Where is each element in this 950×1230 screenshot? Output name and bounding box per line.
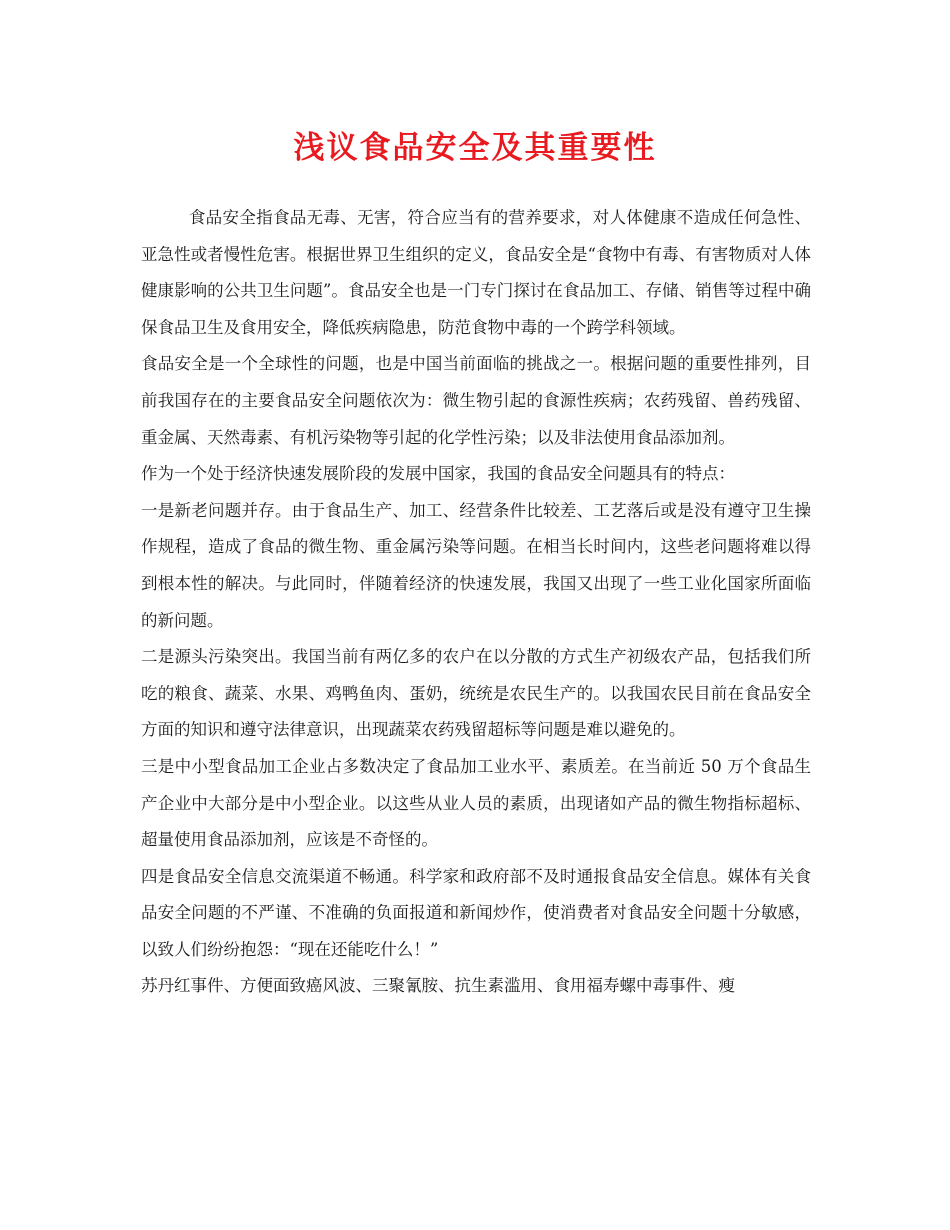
paragraph-incidents: 苏丹红事件、方便面致癌风波、三聚氰胺、抗生素滥用、食用福寿螺中毒事件、瘦 [141, 976, 735, 996]
paragraph-point-four: 四是食品安全信息交流渠道不畅通。科学家和政府部不及时通报食品安全信息。媒体有关食品安全问题的不严谨、不准确的负面报道和新闻炒作，使消费者对食品安全问题十分敏感，以致人们纷纷抱怨：“现在还能吃什么！” [141, 866, 811, 959]
paragraph-global-issue: 食品安全是一个全球性的问题，也是中国当前面临的挑战之一。根据问题的重要性排列，目前我国存在的主要食品安全问题依次为：微生物引起的食源性疾病；农药残留、兽药残留、重金属、天然毒素、有机污染物等引起的化学性污染；以及非法使用食品添加剂。 [141, 354, 811, 447]
document-body [141, 200, 811, 1005]
paragraph-characteristics-intro: 作为一个处于经济快速发展阶段的发展中国家，我国的食品安全问题具有的特点： [141, 464, 735, 484]
paragraph-point-three: 三是中小型食品加工企业占多数决定了食品加工业水平、素质差。在当前近 50 万个食品生产企业中大部分是中小型企业。以这些从业人员的素质，出现诸如产品的微生物指标超标、超量使用食品添加剂，应该是不奇怪的。 [141, 756, 811, 850]
document-title: 浅议食品安全及其重要性 [293, 130, 657, 166]
paragraph-point-two: 二是源头污染突出。我国当前有两亿多的农户在以分散的方式生产初级农产品，包括我们所吃的粮食、蔬菜、水果、鸡鸭鱼肉、蛋奶，统统是农民生产的。以我国农民目前在食品安全方面的知识和遵守法律意识，出现蔬菜农药残留超标等问题是难以避免的。 [141, 647, 811, 740]
paragraph-point-one: 一是新老问题并存。由于食品生产、加工、经营条件比较差、工艺落后或是没有遵守卫生操作规程，造成了食品的微生物、重金属污染等问题。在相当长时间内，这些老问题将难以得到根本性的解决。与此同时，伴随着经济的快速发展，我国又出现了一些工业化国家所面临的新问题。 [141, 500, 811, 630]
paragraph-definition: 食品安全指食品无毒、无害，符合应当有的营养要求，对人体健康不造成任何急性、亚急性或者慢性危害。根据世界卫生组织的定义，食品安全是“食物中有毒、有害物质对人体健康影响的公共卫生问题”。食品安全也是一门专门探讨在食品加工、存储、销售等过程中确保食品卫生及食用安全，降低疾病隐患，防范食物中毒的一个跨学科领域。 [141, 208, 811, 337]
